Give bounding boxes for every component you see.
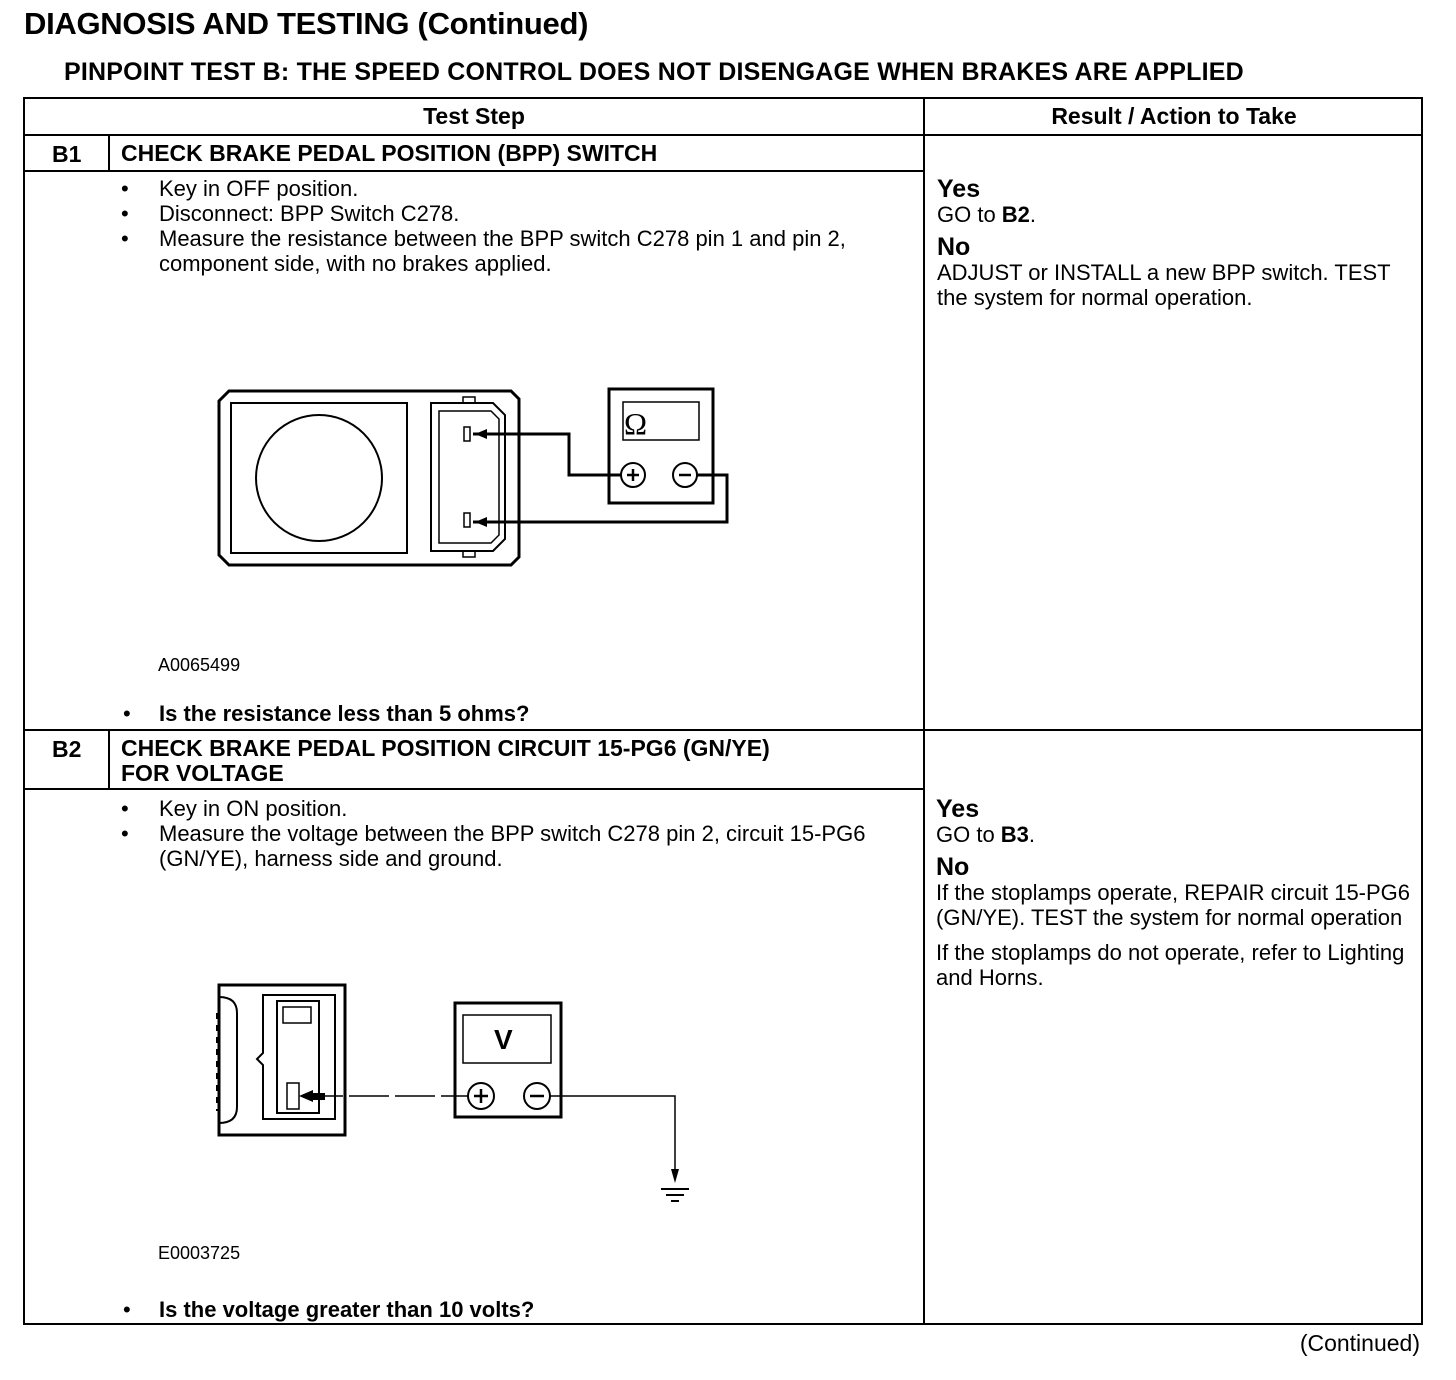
no-action-1: If the stoplamps operate, REPAIR circuit 15-PG6 (GN/YE). TEST the system for normal operation <box>936 880 1411 930</box>
step-b2-instructions <box>119 796 909 871</box>
instruction-item: • Measure the voltage between the BPP switch C278 pin 2, circuit 15-PG6 (GN/YE), harness side and ground. <box>119 821 909 871</box>
no-label: No <box>937 233 971 261</box>
header-test-step: Test Step <box>423 103 525 129</box>
b1-title-divider <box>25 170 924 172</box>
yes-action: GO to B2. <box>937 202 1037 227</box>
step-title-b2 <box>121 736 770 786</box>
test-subtitle: PINPOINT TEST B: THE SPEED CONTROL DOES NOT DISENGAGE WHEN BRAKES ARE APPLIED <box>64 58 1244 86</box>
yes-label: Yes <box>937 175 981 203</box>
step-title-b2-line1: CHECK BRAKE PEDAL POSITION CIRCUIT 15-PG6 (GN/YE) <box>121 735 770 761</box>
figure-id-b2: E0003725 <box>158 1243 241 1263</box>
ohm-symbol: Ω <box>624 406 648 441</box>
header-result-action: Result / Action to Take <box>1051 103 1297 129</box>
step-id-b1: B1 <box>52 141 82 167</box>
question-b2: • Is the voltage greater than 10 volts? <box>159 1297 534 1323</box>
stepid-divider-b2 <box>108 730 110 789</box>
result-b1 <box>937 177 1417 310</box>
step-title-b1: CHECK BRAKE PEDAL POSITION (BPP) SWITCH <box>121 140 658 166</box>
page-title: DIAGNOSIS AND TESTING (Continued) <box>24 6 589 41</box>
step-b1-instructions <box>119 176 909 276</box>
step-title-b2-line2: FOR VOLTAGE <box>121 760 284 786</box>
goto-link-b2[interactable]: B2 <box>1001 202 1030 227</box>
volt-symbol: V <box>494 1024 513 1055</box>
no-action-2: If the stoplamps do not operate, refer to Lighting and Horns. <box>936 940 1405 990</box>
instruction-item: • Key in ON position. <box>119 796 909 821</box>
yes-action: GO to B3. <box>936 822 1036 847</box>
question-b1: • Is the resistance less than 5 ohms? <box>159 701 529 727</box>
instruction-item: • Measure the resistance between the BPP switch C278 pin 1 and pin 2, component side, with no brakes applied. <box>119 226 909 276</box>
no-label: No <box>936 853 970 881</box>
no-action: ADJUST or INSTALL a new BPP switch. TEST the system for normal operation. <box>937 260 1391 310</box>
instruction-item: • Disconnect: BPP Switch C278. <box>119 201 909 226</box>
continued-label: (Continued) <box>1299 1330 1420 1356</box>
figure-id-b1: A0065499 <box>158 655 241 675</box>
harness-voltmeter-diagram <box>215 983 675 1213</box>
stepid-divider-b1 <box>108 135 110 171</box>
b2-title-divider <box>25 788 924 790</box>
step-id-b2: B2 <box>52 736 82 762</box>
instruction-item: • Key in OFF position. <box>119 176 909 201</box>
yes-label: Yes <box>936 795 980 823</box>
result-b2 <box>936 797 1416 990</box>
test-table <box>23 97 1423 1325</box>
goto-link-b3[interactable]: B3 <box>1000 822 1029 847</box>
column-divider <box>923 99 925 1325</box>
header-divider <box>25 134 1423 136</box>
b2-row-divider <box>25 729 1423 731</box>
